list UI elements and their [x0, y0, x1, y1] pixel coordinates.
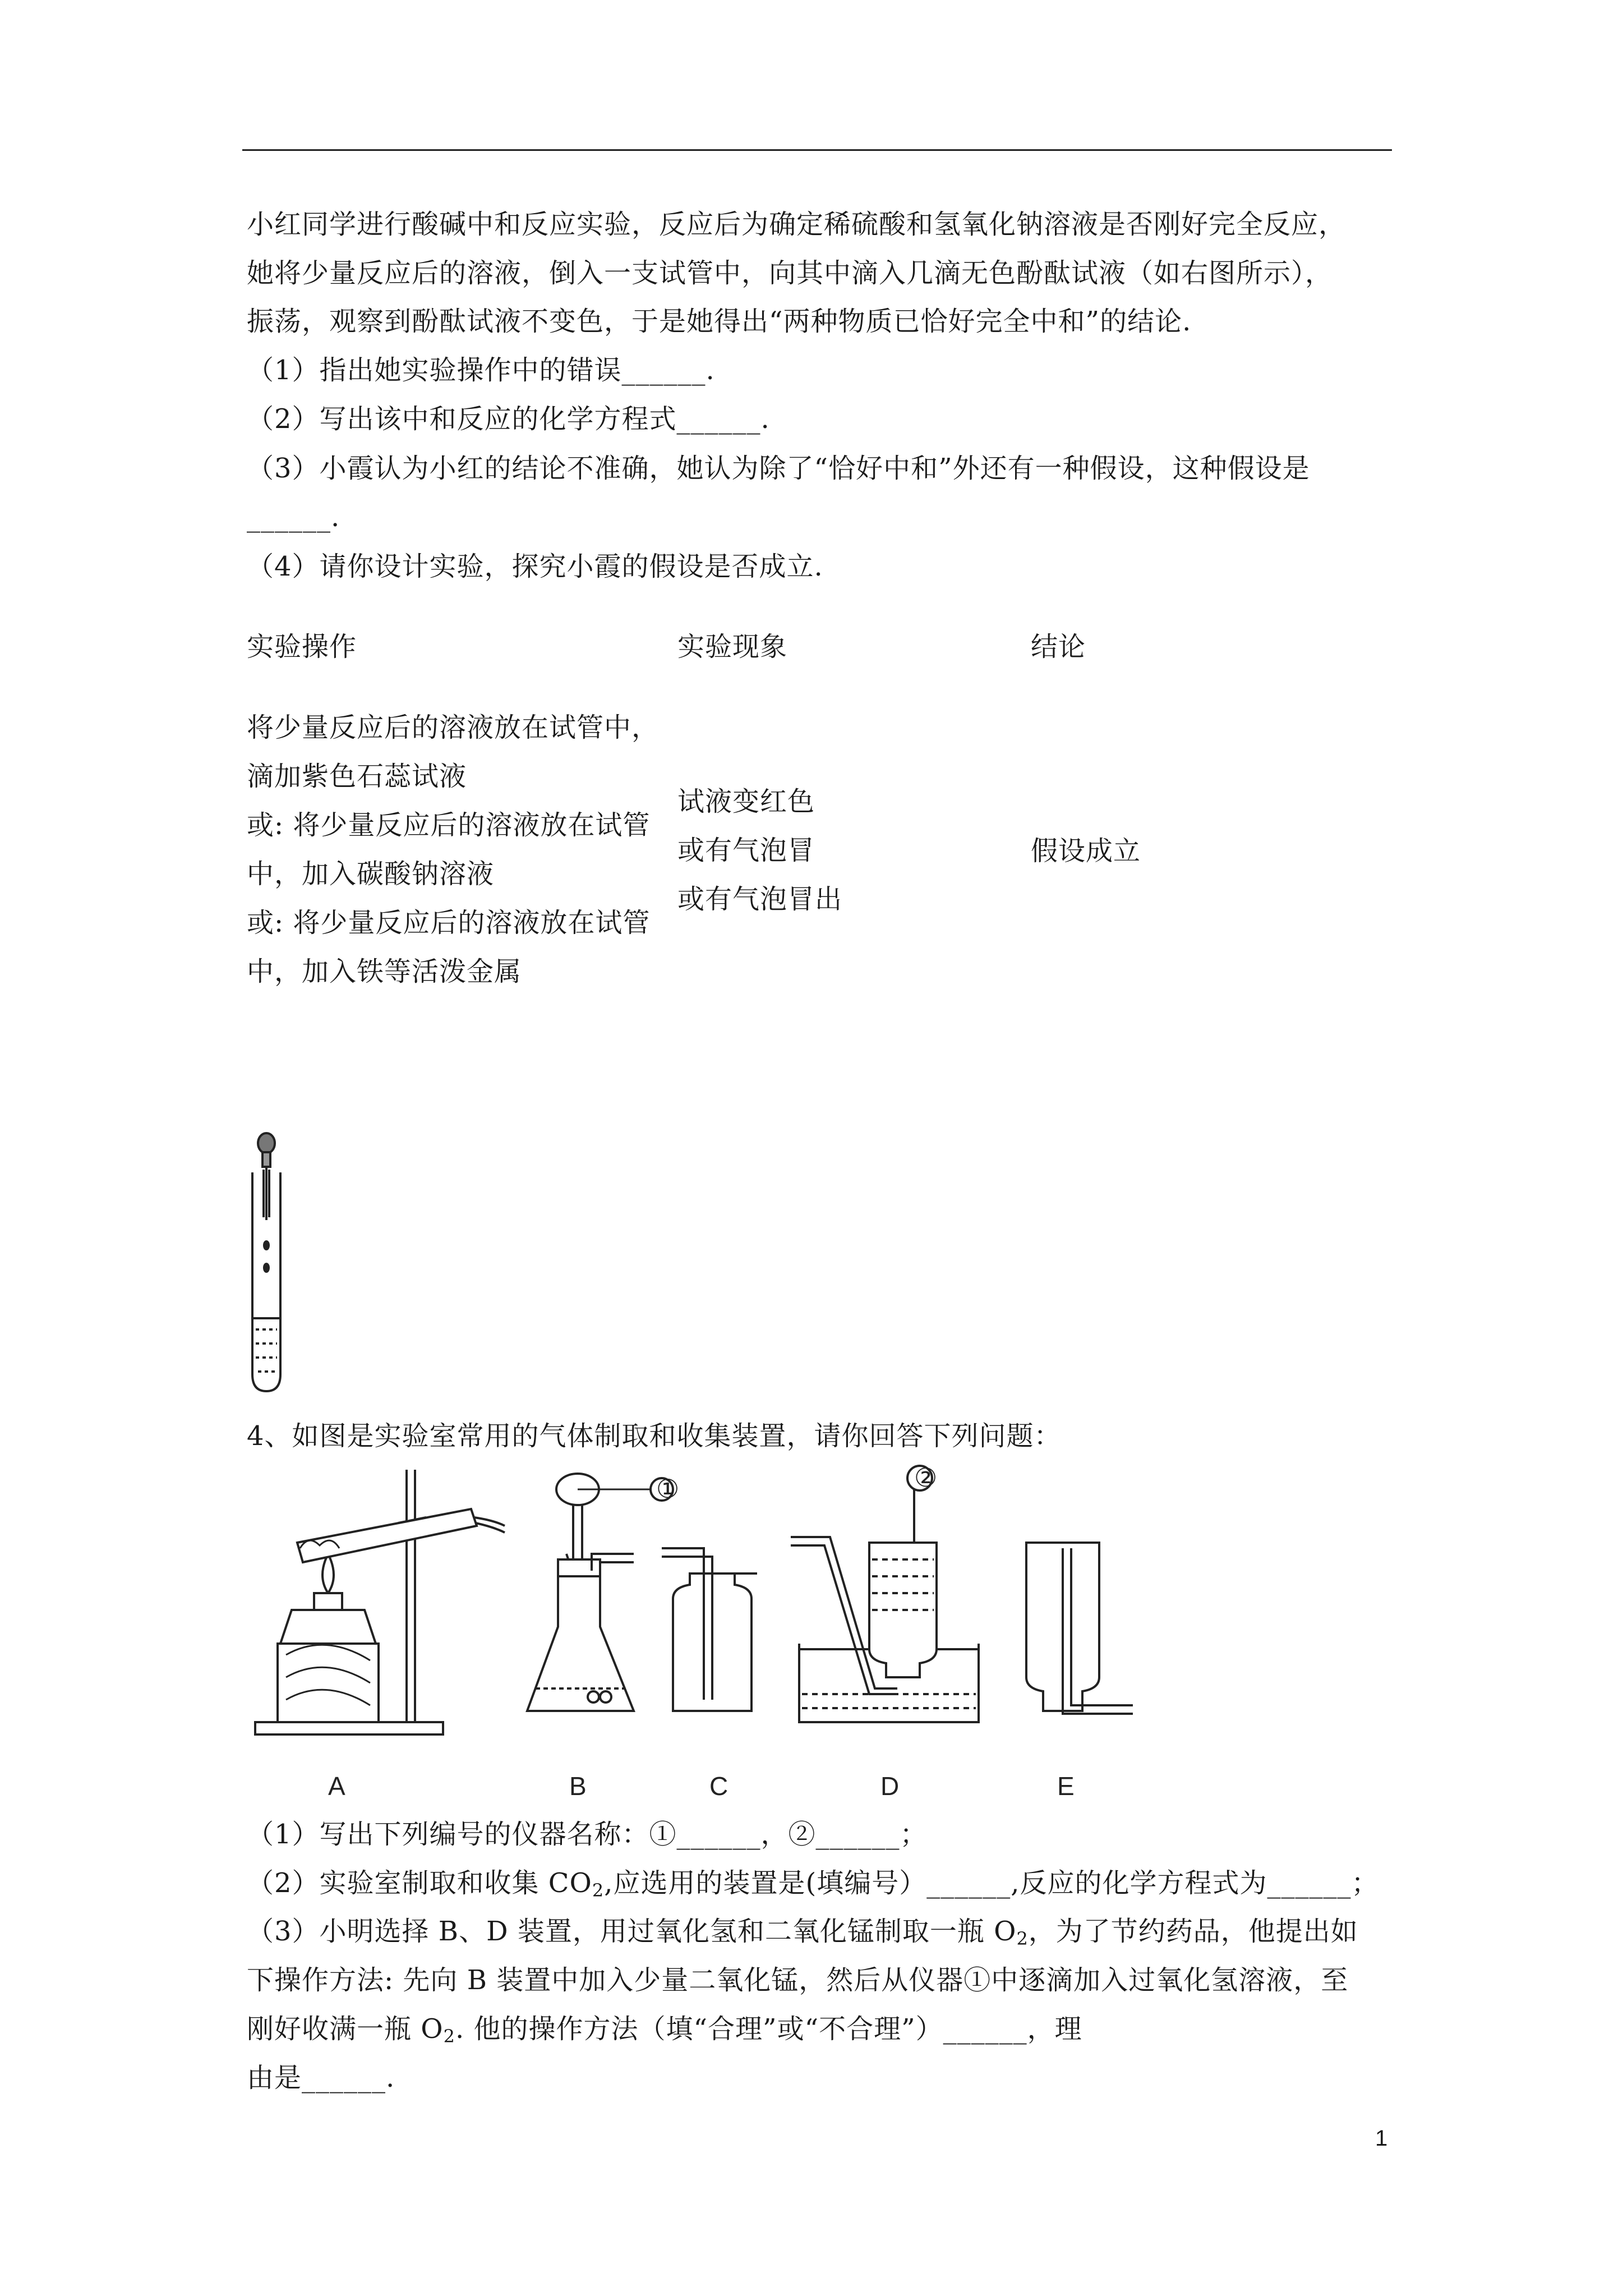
q4-question-3-text: . 他的操作方法（填“合理”或“不合理”）______，理 — [455, 2013, 1082, 2045]
intro-line-1: 小红同学进行酸碱中和反应实验，反应后为确定稀硫酸和氢氧化钠溶液是否刚好完全反应， — [247, 209, 1347, 240]
callout-2: ② — [914, 1463, 938, 1492]
q4-question-3-line-3 — [247, 2012, 1082, 2046]
table-header-phenomenon: 实验现象 — [677, 631, 788, 662]
question-3: （3）小霞认为小红的结论不准确，她认为除了“恰好中和”外还有一种假设，这种假设是 — [247, 453, 1310, 484]
q4-question-3-line-1 — [247, 1915, 1358, 1948]
table-operations-cell — [247, 703, 659, 996]
phenomenon-line: 或有气泡冒出 — [677, 884, 843, 915]
apparatus-e — [1026, 1543, 1133, 1714]
q4-question-3-text: （3）小明选择 B、D 装置，用过氧化氢和二氧化锰制取一瓶 O — [247, 1916, 1017, 1947]
intro-line-2: 她将少量反应后的溶液，倒入一支试管中，向其中滴入几滴无色酚酞试液（如右图所示）， — [247, 257, 1333, 289]
table-header-conclusion: 结论 — [1031, 631, 1086, 662]
test-tube-dropper-figure — [236, 1128, 303, 1397]
subscript: 2 — [1016, 1928, 1029, 1949]
apparatus-c — [662, 1548, 757, 1711]
page-number: 1 — [1375, 2126, 1388, 2151]
header-rule — [242, 149, 1392, 151]
phenomenon-line: 试液变红色 — [677, 786, 815, 817]
apparatus-b — [527, 1474, 673, 1711]
label-d: D — [880, 1772, 900, 1801]
question-4: （4）请你设计实验，探究小霞的假设是否成立. — [247, 551, 823, 582]
operation-line: 中，加入铁等活泼金属 — [247, 956, 522, 987]
table-conclusion: 假设成立 — [1031, 835, 1141, 867]
label-a: A — [328, 1772, 345, 1801]
operation-line: 或: 将少量反应后的溶液放在试管 — [247, 809, 651, 841]
operation-line: 或: 将少量反应后的溶液放在试管 — [247, 907, 651, 938]
question-2: （2）写出该中和反应的化学方程式______. — [247, 403, 770, 435]
q4-question-2-text: （2）实验室制取和收集 CO — [247, 1867, 592, 1899]
subscript: 2 — [443, 2026, 455, 2047]
apparatus-figure — [247, 1464, 1133, 1823]
operation-line: 滴加紫色石蕊试液 — [247, 761, 467, 792]
label-c: C — [709, 1772, 728, 1801]
q4-question-3-text: ，为了节约药品，他提出如 — [1028, 1916, 1358, 1947]
q4-question-2 — [247, 1866, 1379, 1900]
q4-stem: 4、如图是实验室常用的气体制取和收集装置，请你回答下列问题： — [247, 1420, 1062, 1452]
phenomenon-line: 或有气泡冒 — [677, 835, 815, 866]
operation-line: 将少量反应后的溶液放在试管中， — [247, 712, 660, 743]
intro-line-3: 振荡，观察到酚酞试液不变色，于是她得出“两种物质已恰好完全中和”的结论. — [247, 306, 1192, 337]
table-phenomena-cell — [677, 777, 842, 924]
question-1: （1）指出她实验操作中的错误______. — [247, 355, 715, 386]
callout-1: ① — [656, 1474, 680, 1503]
label-e: E — [1057, 1772, 1075, 1801]
q4-question-1: （1）写出下列编号的仪器名称：①______，②______； — [247, 1819, 928, 1850]
q4-question-3-line-4: 由是______. — [247, 2062, 395, 2093]
question-3-blank: ______. — [247, 501, 340, 533]
q4-question-3-line-2: 下操作方法: 先向 B 装置中加入少量二氧化锰，然后从仪器①中逐滴加入过氧化氢溶液，至 — [247, 1964, 1349, 1996]
label-b: B — [569, 1772, 587, 1801]
table-header-operation: 实验操作 — [247, 631, 357, 662]
apparatus-d — [791, 1466, 979, 1722]
q4-question-3-text: 刚好收满一瓶 O — [247, 2013, 444, 2045]
operation-line: 中，加入碳酸钠溶液 — [247, 858, 495, 890]
subscript: 2 — [592, 1880, 605, 1901]
q4-question-2-text: ,应选用的装置是(填编号）______,反应的化学方程式为______； — [604, 1867, 1379, 1899]
apparatus-a — [255, 1470, 505, 1734]
